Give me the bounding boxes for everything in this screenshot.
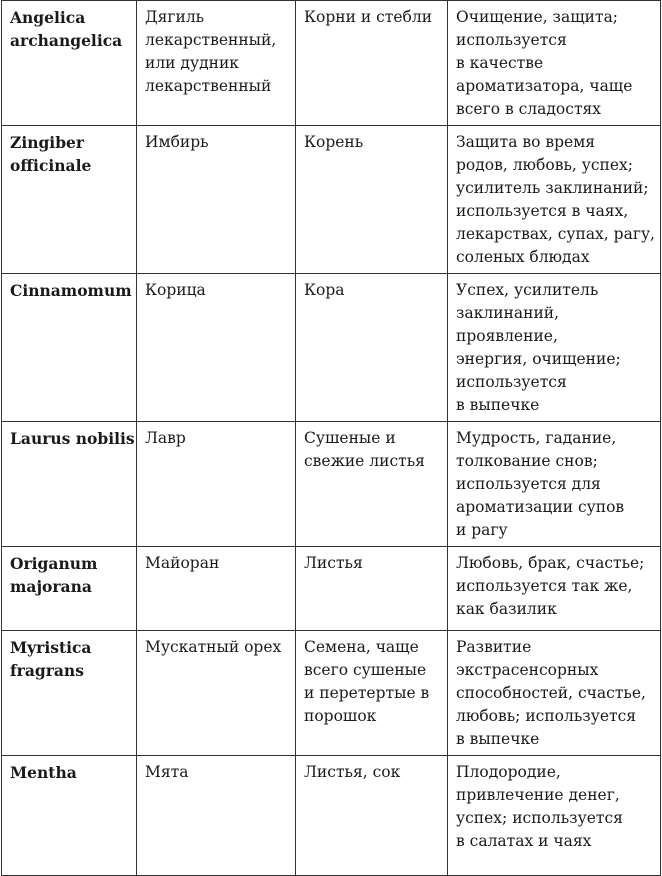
latin-name-line: Cinnamomum bbox=[10, 281, 132, 300]
usage-line: любовь; используется bbox=[456, 707, 637, 725]
usage-line: в качестве bbox=[456, 54, 544, 72]
common-name-line: лекарственный bbox=[145, 77, 272, 95]
common-name-cell bbox=[137, 756, 296, 876]
common-name-line: Майоран bbox=[145, 554, 220, 572]
table-row bbox=[2, 756, 661, 876]
common-name-line: Лавр bbox=[145, 429, 186, 447]
usage-line: всего в сладостях bbox=[456, 100, 602, 118]
usage-cell bbox=[448, 126, 661, 274]
common-name-line: лекарственный, bbox=[145, 31, 277, 49]
latin-name-line: officinale bbox=[10, 156, 92, 175]
usage-line: ароматизатора, чаще bbox=[456, 77, 633, 95]
latin-name-cell bbox=[2, 631, 137, 756]
common-name-cell bbox=[137, 1, 296, 126]
usage-cell bbox=[448, 547, 661, 631]
common-name-line: Имбирь bbox=[145, 133, 209, 151]
usage-line: толкование снов; bbox=[456, 452, 598, 470]
latin-name-cell bbox=[2, 756, 137, 876]
common-name-line: или дудник bbox=[145, 54, 239, 72]
plant-part-line: свежие листья bbox=[304, 452, 425, 470]
usage-line: используется bbox=[456, 373, 567, 391]
usage-line: используется в чаях, bbox=[456, 202, 629, 220]
common-name-line: Корица bbox=[145, 281, 206, 299]
table-row bbox=[2, 1, 661, 126]
usage-line: лекарствах, супах, рагу, bbox=[456, 225, 655, 243]
usage-line: соленых блюдах bbox=[456, 248, 590, 266]
usage-line: успех; используется bbox=[456, 809, 623, 827]
common-name-cell bbox=[137, 422, 296, 547]
usage-line: в выпечке bbox=[456, 396, 540, 414]
plant-part-cell bbox=[296, 126, 448, 274]
plant-part-line: Листья bbox=[304, 554, 363, 572]
common-name-line: Дягиль bbox=[145, 8, 205, 26]
table-row bbox=[2, 274, 661, 422]
plant-part-cell bbox=[296, 274, 448, 422]
plant-part-line: порошок bbox=[304, 707, 377, 725]
plant-part-cell bbox=[296, 1, 448, 126]
plant-part-line: Корень bbox=[304, 133, 364, 151]
usage-line: Развитие bbox=[456, 638, 532, 656]
usage-line: заклинаний, bbox=[456, 304, 560, 322]
common-name-line: Мускатный орех bbox=[145, 638, 282, 656]
usage-line: привлечение денег, bbox=[456, 786, 620, 804]
usage-line: родов, любовь, успех; bbox=[456, 156, 634, 174]
usage-line: проявление, bbox=[456, 327, 558, 345]
table-row bbox=[2, 631, 661, 756]
plant-part-cell bbox=[296, 422, 448, 547]
usage-line: ароматизации супов bbox=[456, 498, 625, 516]
usage-cell bbox=[448, 756, 661, 876]
usage-line: в выпечке bbox=[456, 730, 540, 748]
plant-part-cell bbox=[296, 547, 448, 631]
plant-part-cell bbox=[296, 756, 448, 876]
common-name-line: Мята bbox=[145, 763, 189, 781]
herbs-table bbox=[1, 0, 661, 876]
latin-name-line: Mentha bbox=[10, 763, 77, 782]
usage-line: экстрасенсорных bbox=[456, 661, 599, 679]
usage-line: Плодородие, bbox=[456, 763, 561, 781]
usage-line: используется для bbox=[456, 475, 601, 493]
usage-line: способностей, счастье, bbox=[456, 684, 646, 702]
usage-line: используется bbox=[456, 31, 567, 49]
usage-line: Очищение, защита; bbox=[456, 8, 619, 26]
latin-name-cell bbox=[2, 422, 137, 547]
latin-name-line: fragrans bbox=[10, 661, 84, 680]
common-name-cell bbox=[137, 631, 296, 756]
usage-line: в салатах и чаях bbox=[456, 832, 592, 850]
latin-name-line: Laurus nobilis bbox=[10, 429, 135, 448]
plant-part-cell bbox=[296, 631, 448, 756]
table-row bbox=[2, 547, 661, 631]
usage-cell bbox=[448, 1, 661, 126]
latin-name-line: archangelica bbox=[10, 31, 123, 50]
plant-part-line: Листья, сок bbox=[304, 763, 401, 781]
usage-cell bbox=[448, 422, 661, 547]
common-name-cell bbox=[137, 274, 296, 422]
plant-part-line: всего сушеные bbox=[304, 661, 427, 679]
usage-line: как базилик bbox=[456, 600, 557, 618]
usage-line: используется так же, bbox=[456, 577, 633, 595]
usage-cell bbox=[448, 274, 661, 422]
plant-part-line: Кора bbox=[304, 281, 345, 299]
latin-name-line: Angelica bbox=[10, 8, 86, 27]
usage-line: Мудрость, гадание, bbox=[456, 429, 617, 447]
latin-name-cell bbox=[2, 547, 137, 631]
common-name-cell bbox=[137, 126, 296, 274]
common-name-cell bbox=[137, 547, 296, 631]
latin-name-cell bbox=[2, 126, 137, 274]
latin-name-cell bbox=[2, 1, 137, 126]
usage-line: Успех, усилитель bbox=[456, 281, 599, 299]
plant-part-line: Семена, чаще bbox=[304, 638, 419, 656]
usage-line: Защита во время bbox=[456, 133, 596, 151]
usage-line: и рагу bbox=[456, 521, 508, 539]
usage-line: Любовь, брак, счастье; bbox=[456, 554, 645, 572]
latin-name-line: Origanum bbox=[10, 554, 98, 573]
latin-name-cell bbox=[2, 274, 137, 422]
usage-cell bbox=[448, 631, 661, 756]
latin-name-line: Myristica bbox=[10, 638, 92, 657]
table-row bbox=[2, 422, 661, 547]
plant-part-line: и перетертые в bbox=[304, 684, 430, 702]
plant-part-line: Корни и стебли bbox=[304, 8, 433, 26]
plant-part-line: Сушеные и bbox=[304, 429, 396, 447]
usage-line: усилитель заклинаний; bbox=[456, 179, 649, 197]
usage-line: энергия, очищение; bbox=[456, 350, 621, 368]
latin-name-line: majorana bbox=[10, 577, 92, 596]
table-row bbox=[2, 126, 661, 274]
latin-name-line: Zingiber bbox=[10, 133, 85, 152]
